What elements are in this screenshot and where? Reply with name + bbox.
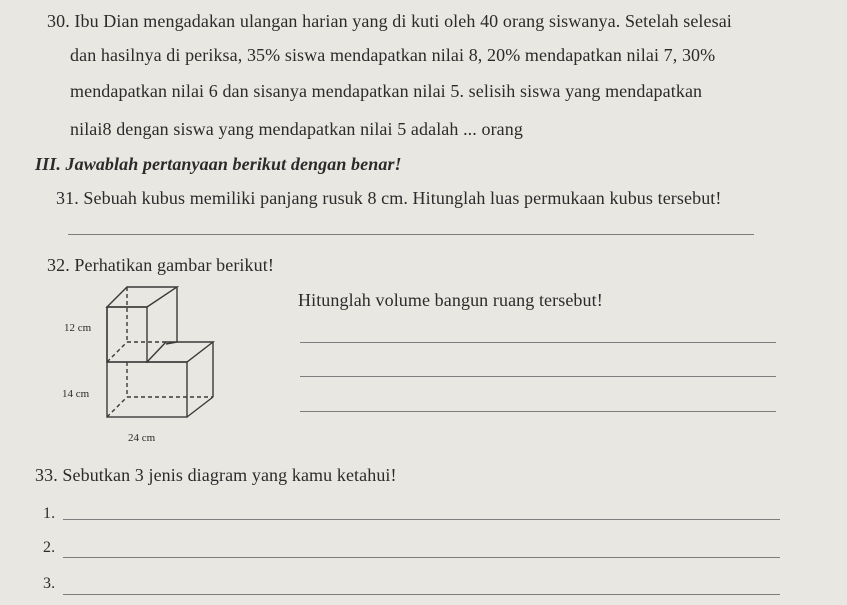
- q33-answer-line-3[interactable]: [63, 594, 780, 595]
- figure-label-14cm: 14 cm: [62, 388, 90, 400]
- bottom-cuboid-front-face: [107, 362, 187, 417]
- bottom-cuboid-top-face: [147, 342, 213, 362]
- stacked-cuboid-figure: [20, 280, 240, 440]
- q31-text: 31. Sebuah kubus memiliki panjang rusuk 8 cm. Hitunglah luas permukaan kubus tersebut!: [56, 188, 722, 208]
- q33-answer-line-2[interactable]: [63, 557, 780, 558]
- bottom-cuboid-hidden-depth: [107, 397, 127, 417]
- q33-text: 33. Sebutkan 3 jenis diagram yang kamu ketahui!: [35, 465, 397, 485]
- q33-answer-line-1[interactable]: [63, 519, 780, 520]
- q30-line-3: mendapatkan nilai 6 dan sisanya mendapatkan nilai 5. selisih siswa yang mendapatkan: [70, 81, 703, 101]
- q32-text: 32. Perhatikan gambar berikut!: [47, 255, 274, 275]
- q30-line-2: dan hasilnya di periksa, 35% siswa mendapatkan nilai 8, 20% mendapatkan nilai 7, 30%: [70, 45, 716, 65]
- top-cube-hidden-depth: [107, 342, 127, 362]
- figure-label-12cm: 12 cm: [64, 322, 92, 334]
- q30-line-1: 30. Ibu Dian mengadakan ulangan harian yang di kuti oleh 40 orang siswanya. Setelah selesai: [47, 11, 732, 31]
- section-title: III. Jawablah pertanyaan berikut dengan benar!: [35, 154, 402, 174]
- bottom-cuboid-right-bottom: [187, 397, 213, 417]
- q33-item-3: 3.: [43, 575, 56, 592]
- figure-label-24cm: 24 cm: [128, 432, 156, 444]
- q33-item-1: 1.: [43, 505, 56, 522]
- q32-answer-line-1[interactable]: [300, 342, 776, 343]
- q32-answer-line-3[interactable]: [300, 411, 776, 412]
- q31-answer-line[interactable]: [68, 234, 754, 235]
- q33-item-2: 2.: [43, 539, 56, 556]
- top-cube-top-face: [107, 287, 177, 307]
- q32-prompt: Hitunglah volume bangun ruang tersebut!: [298, 290, 603, 310]
- q32-answer-line-2[interactable]: [300, 376, 776, 377]
- q30-line-4: nilai8 dengan siswa yang mendapatkan nilai 5 adalah ... orang: [70, 119, 523, 139]
